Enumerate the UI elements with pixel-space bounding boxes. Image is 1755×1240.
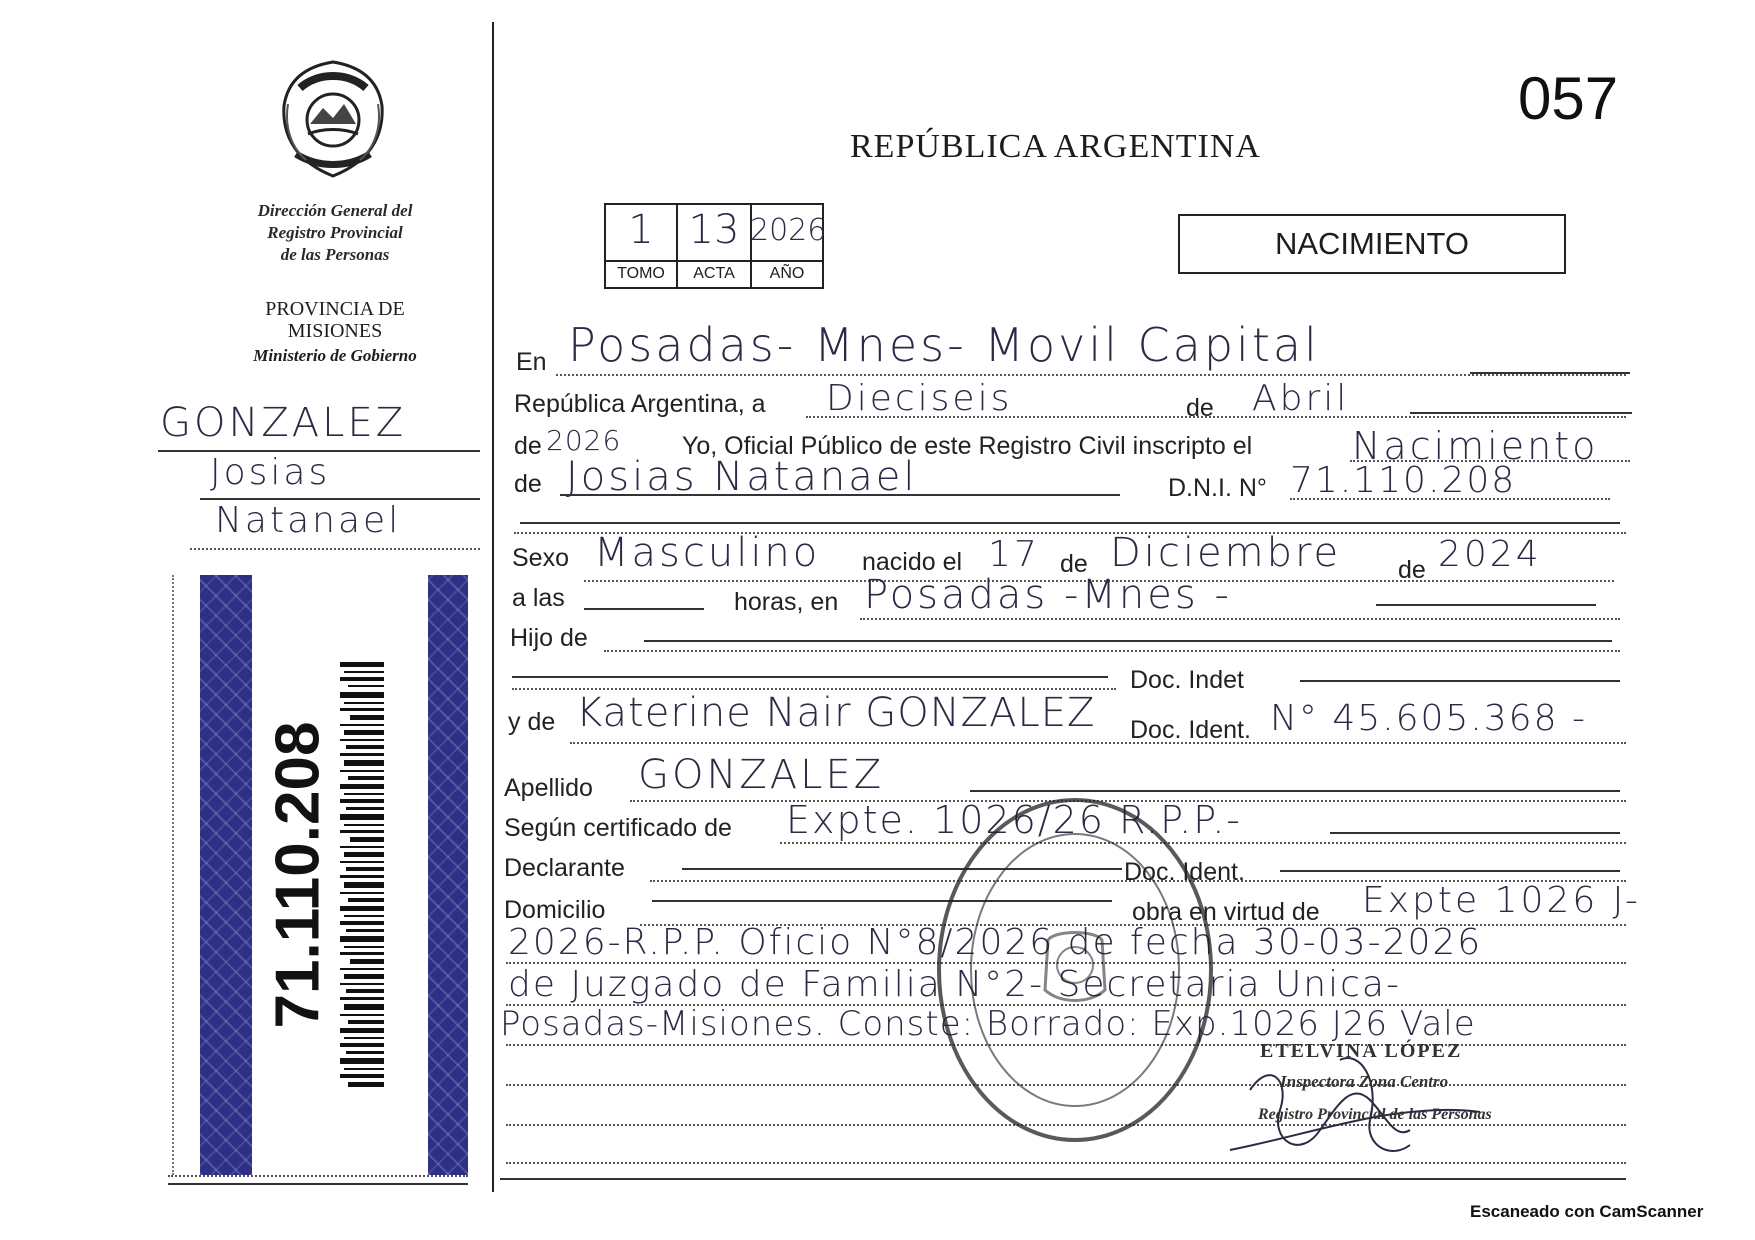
month-dash	[1410, 412, 1632, 414]
mother-line	[570, 742, 1626, 744]
margin-middle-name: Natanael	[215, 500, 402, 541]
barcode	[340, 662, 388, 1092]
en-label: En	[516, 348, 547, 376]
obs-line-1: 2026-R.P.P. Oficio N°8/2026 de fecha 30-03-2026	[508, 922, 1483, 963]
de5-label: de	[1398, 556, 1426, 584]
ano-label: AÑO	[769, 265, 805, 282]
segun-value: Expte. 1026/26 R.P.P.-	[786, 798, 1242, 842]
misiones-seal-icon	[278, 58, 388, 180]
birth-month-value: Diciembre	[1110, 530, 1342, 576]
agency-line-2: Registro Provincial	[267, 223, 403, 242]
dni-label: D.N.I. N°	[1168, 474, 1267, 502]
hijo-dash	[644, 640, 1612, 642]
provincial-seal	[278, 58, 388, 180]
margin-bottom-line	[168, 1183, 468, 1185]
record-type-box	[1178, 214, 1566, 274]
barcode-icon	[340, 662, 388, 1092]
security-strip-right	[428, 575, 468, 1175]
registry-stamp-icon	[930, 790, 1220, 1150]
obs-line-2: de Juzgado de Familia N°2- Secretaria Unica-	[508, 964, 1401, 1005]
republica-label: República Argentina, a	[514, 390, 766, 418]
province-line-2: MISIONES	[287, 320, 383, 342]
month-value: Abril	[1252, 378, 1350, 419]
tomo-label: TOMO	[617, 265, 665, 282]
segun-label: Según certificado de	[504, 814, 732, 842]
de3-label: de	[514, 470, 542, 498]
apellido-label: Apellido	[504, 774, 593, 802]
country-title: REPÚBLICA ARGENTINA	[850, 128, 1261, 165]
segun-dash	[1330, 832, 1620, 834]
en-line	[556, 374, 1626, 376]
de4-label: de	[1060, 550, 1088, 578]
province-line-1: PROVINCIA DE	[265, 298, 405, 320]
margin-line-3	[190, 548, 480, 550]
dni-value: 71.110.208	[1290, 460, 1517, 501]
dni-line	[1290, 498, 1610, 500]
sexo-value: Masculino	[594, 530, 821, 576]
name-underline	[560, 494, 1120, 496]
inscripto-value: Nacimiento	[1352, 424, 1599, 468]
signer-title: Inspectora Zona Centro	[1280, 1072, 1449, 1091]
parent-line	[512, 676, 1108, 678]
domicilio-label: Domicilio	[504, 896, 606, 924]
year-value: 2026	[546, 424, 622, 457]
birth-place-line	[860, 618, 1620, 620]
hijo-label: Hijo de	[510, 624, 588, 652]
birth-year-value: 2024	[1438, 534, 1542, 575]
birth-place-dash	[1376, 604, 1596, 606]
signer-office: Registro Provincial de las Personas	[1258, 1106, 1492, 1123]
mother-value: Katerine Nair GONZALEZ	[576, 690, 1096, 736]
signer-name: ETELVINA LÓPEZ	[1260, 1040, 1463, 1062]
acta-label: ACTA	[693, 265, 735, 282]
column-divider	[492, 22, 494, 1192]
obra-value: Expte 1026 J-	[1362, 880, 1641, 921]
alas-dash	[584, 608, 704, 610]
hijo-line	[604, 650, 1620, 652]
horas-label: horas, en	[734, 588, 839, 616]
ano-value: 2026	[750, 213, 827, 248]
margin-bottom-dots	[168, 1175, 468, 1177]
record-type-label: NACIMIENTO	[1274, 226, 1470, 261]
mother-doc-value: N° 45.605.368 -	[1270, 698, 1587, 739]
de-label: de	[1186, 394, 1214, 422]
security-strip-left	[200, 575, 252, 1175]
nacido-label: nacido el	[862, 548, 963, 576]
sexo-label: Sexo	[512, 544, 569, 572]
doc-ident2-dash	[1280, 870, 1620, 872]
day-value: Dieciseis	[826, 378, 1013, 419]
de2-label: de	[514, 432, 542, 460]
record-box	[604, 203, 827, 289]
agency-line-3: de las Personas	[280, 245, 390, 264]
ministry-name: Ministerio de Gobierno	[253, 346, 417, 365]
obra-label: obra en virtud de	[1132, 898, 1320, 926]
page-number: 057	[1518, 65, 1619, 132]
doc-indet-label: Doc. Indet	[1130, 666, 1244, 694]
id-number-text: 71.110.208	[263, 721, 333, 1029]
alas-label: a las	[512, 584, 565, 612]
signature-block	[1220, 1020, 1580, 1170]
yde-label: y de	[508, 708, 556, 736]
doc-indet-dash	[1300, 680, 1620, 682]
doc-ident-label: Doc. Ident.	[1130, 716, 1251, 744]
margin-first-name: Josias	[210, 452, 331, 493]
birth-place-value: Posadas -Mnes -	[864, 572, 1232, 618]
obs-line-3: Posadas-Misiones. Conste: Borrado: Exp.1026 J26 Vale	[500, 1004, 1476, 1044]
margin-surname: GONZALEZ	[160, 400, 407, 446]
agency-name	[190, 200, 480, 266]
yo-text: Yo, Oficial Público de este Registro Civil inscripto el	[682, 432, 1253, 460]
name-value: Josias Natanael	[566, 454, 918, 500]
id-number-vertical	[258, 695, 338, 1055]
declarante-label: Declarante	[504, 854, 625, 882]
round-stamp	[930, 790, 1220, 1150]
en-value: Posadas- Mnes- Movil Capital	[568, 318, 1320, 372]
birth-day-value: 17	[988, 534, 1040, 575]
province-name	[190, 298, 480, 342]
camscanner-footer: Escaneado con CamScanner	[1470, 1202, 1704, 1221]
strip-dots	[172, 575, 196, 1175]
apellido-value: GONZALEZ	[638, 752, 885, 798]
record-box-divider	[604, 260, 824, 262]
blank-line-1	[520, 522, 1620, 524]
final-line	[500, 1178, 1626, 1180]
acta-value: 13	[688, 207, 740, 253]
tomo-value: 1	[628, 207, 654, 253]
en-dash	[1470, 372, 1630, 374]
doc-ident2-label: Doc. Ident.	[1124, 858, 1245, 886]
agency-line-1: Dirección General del	[257, 201, 413, 220]
